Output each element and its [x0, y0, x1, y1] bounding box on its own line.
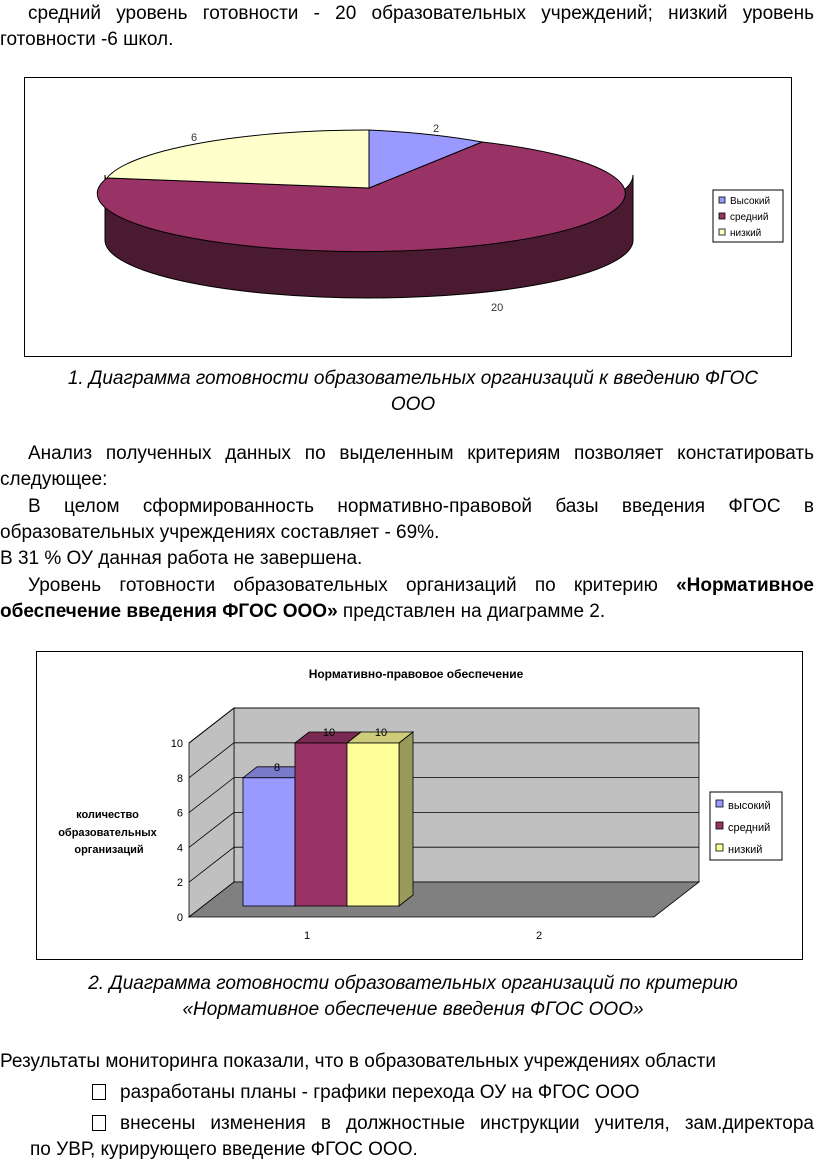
results-item-2-line-1	[92, 1112, 814, 1136]
bar-ytick-4: 4	[176, 842, 183, 855]
bar-legend-swatch-mid	[716, 822, 723, 829]
pie-legend	[713, 190, 783, 242]
pie-slice-low	[107, 130, 369, 188]
bar-legend-high: высокий	[728, 800, 771, 812]
bar-средний-1	[295, 743, 347, 906]
para-2-line-2: образовательных учреждениях составляет - 69%.	[0, 522, 440, 543]
bar-ytick-8: 8	[176, 772, 183, 785]
para-4-line-2	[0, 600, 605, 624]
pie-label-low: 6	[191, 132, 198, 144]
bar-legend-low: низкий	[728, 844, 763, 856]
pie-legend-swatch-high	[719, 197, 725, 203]
para-3: В 31 % ОУ данная работа не завершена.	[0, 548, 363, 569]
caption-1-line-2: ООО	[390, 394, 436, 415]
bar-низкий-1	[347, 743, 399, 906]
para-4-text: Уровень готовности образовательных организаций по критерию	[28, 575, 677, 596]
bar-side-wall	[189, 708, 234, 917]
pie-legend-low: низкий	[730, 228, 762, 239]
bar-label-средний: 10	[322, 727, 336, 739]
pie-legend-swatch-mid	[719, 213, 725, 219]
pie-chart	[25, 78, 791, 356]
bar-label-высокий: 8	[273, 761, 281, 774]
para-1-line-1: Анализ полученных данных по выделенным критериям позволяет констатировать	[28, 443, 814, 464]
bar-legend	[710, 792, 782, 860]
bar-label-низкий: 10	[374, 727, 388, 739]
pie-legend-high: Высокий	[730, 196, 771, 207]
caption-1-line-1: 1. Диаграмма готовности образовательных организаций к введению ФГОС	[67, 368, 759, 389]
caption-2-line-1: 2. Диаграмма готовности образовательных организаций по критерию	[88, 973, 738, 994]
caption-1	[20, 366, 806, 418]
bullet-icon	[92, 1115, 106, 1131]
bar-chart-title: Нормативно-правовое обеспечение	[308, 667, 524, 681]
bar-side-низкий	[399, 732, 413, 906]
intro-line-1: средний уровень готовности - 20 образовательных учреждений; низкий уровень	[28, 3, 814, 24]
bar-legend-swatch-low	[716, 844, 723, 851]
results-item-1-text: разработаны планы - графики перехода ОУ на ФГОС ООО	[120, 1082, 640, 1103]
results-item-1	[92, 1081, 640, 1105]
bar-xtick-2: 2	[535, 930, 543, 942]
para-2-line-1: В целом сформированность нормативно-правовой базы введения ФГОС в	[28, 496, 814, 517]
pie-legend-mid: средний	[730, 212, 769, 223]
caption-2	[20, 971, 806, 1023]
bar-chart-frame	[36, 651, 803, 960]
bar-ytick-6: 6	[176, 807, 183, 820]
bar-ylabel: количество образовательных организаций	[58, 809, 157, 856]
para-4-bold-2: обеспечение введения ФГОС ООО»	[0, 601, 338, 622]
bar-chart	[37, 652, 802, 959]
para-4-line-1	[28, 574, 814, 598]
para-1-line-2: следующее:	[0, 469, 108, 490]
bar-высокий-1	[243, 778, 295, 906]
para-4-bold: «Нормативное	[676, 575, 814, 596]
pie-label-mid: 20	[491, 302, 504, 314]
pie-label-high: 2	[433, 123, 440, 135]
results-item-2-line-2: по УВР, курирующего введение ФГОС ООО.	[30, 1139, 418, 1160]
para-4-text-2: представлен на диаграмме 2.	[337, 601, 606, 622]
bullet-icon	[92, 1084, 106, 1100]
bar-legend-swatch-high	[716, 800, 723, 807]
pie-chart-frame	[24, 77, 792, 357]
bar-xtick-1: 1	[303, 930, 311, 942]
results-intro: Результаты мониторинга показали, что в образовательных учреждениях области	[0, 1051, 716, 1072]
bar-ytick-0: 0	[176, 912, 183, 924]
bar-ytick-2: 2	[176, 877, 183, 890]
bar-ytick-10: 10	[170, 738, 183, 750]
bar-legend-mid: средний	[728, 822, 771, 834]
intro-line-2: готовности -6 школ.	[0, 29, 174, 50]
pie-legend-swatch-low	[719, 229, 725, 235]
caption-2-line-2: «Нормативное обеспечение введения ФГОС ООО»	[182, 999, 644, 1020]
results-item-2-text: внесены изменения в должностные инструкции учителя, зам.директора	[120, 1113, 814, 1134]
